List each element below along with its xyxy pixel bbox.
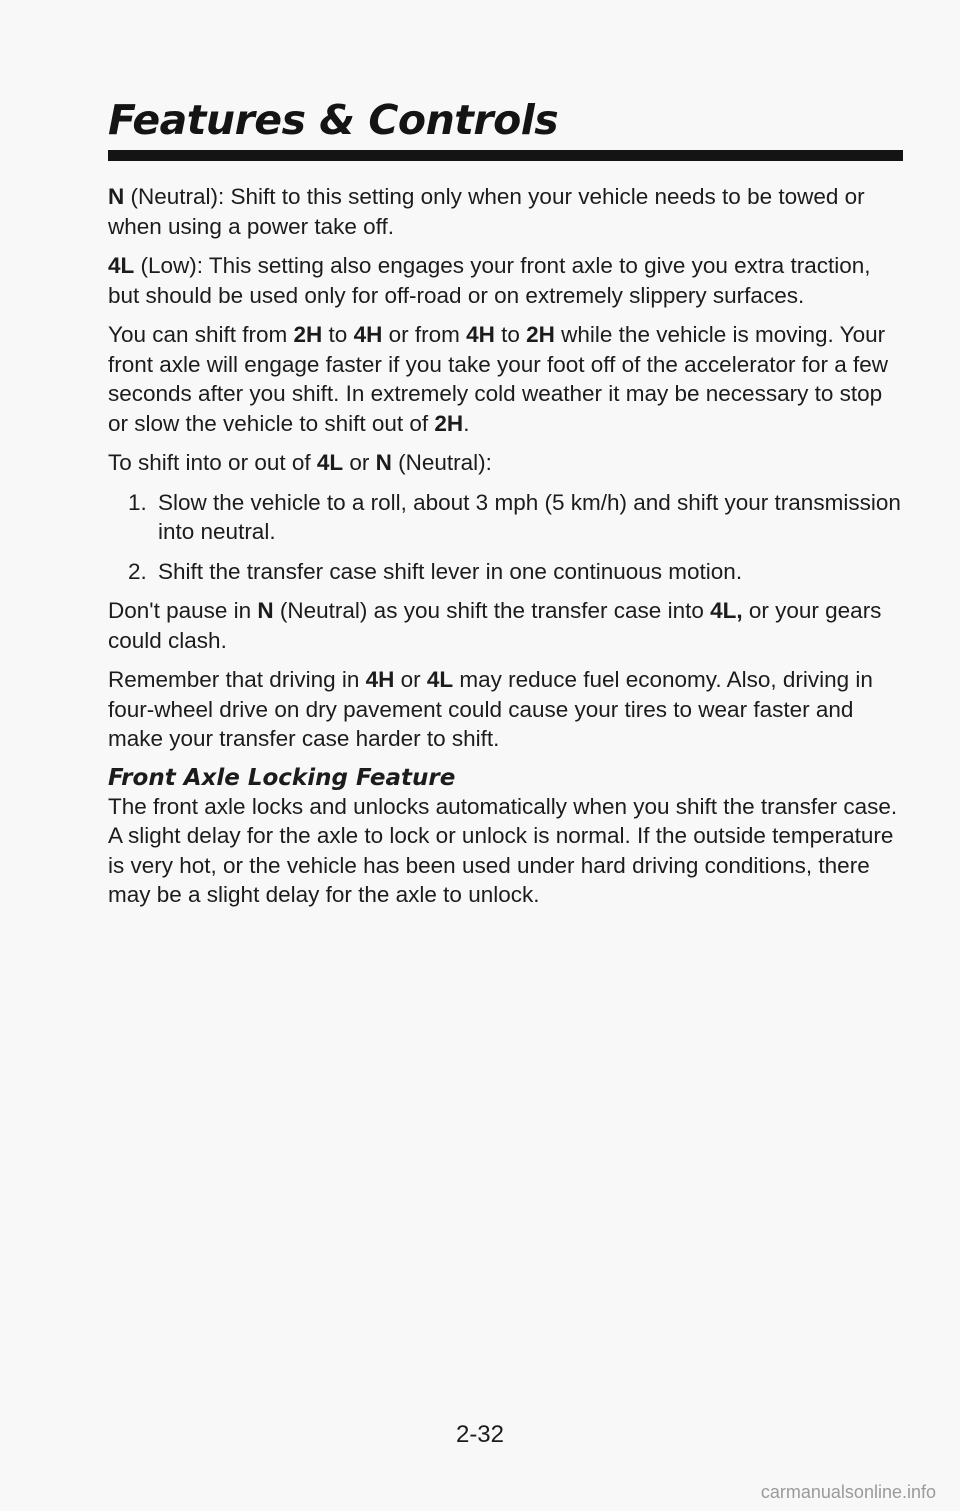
list-item (108, 557, 903, 587)
bold-term: N (257, 598, 274, 623)
bold-term: 2H (434, 410, 464, 436)
bold-term: 2H (526, 322, 555, 347)
step-number: 2. (128, 558, 147, 584)
text-segment: (Neutral) as you shift the transfer case into (273, 598, 711, 623)
text-segment: while the vehicle is moving. Your front axle will engage faster if you take your foot off of the accelerator for a few seconds after you shift. In extremely cold weather it may be necessary to stop or slow the vehicle to shift out of (108, 322, 889, 436)
neutral-paragraph (108, 182, 903, 241)
text-segment: To shift into or out of (108, 450, 317, 475)
text-segment: to (494, 322, 527, 347)
bold-term: 4L (316, 450, 344, 475)
section-heading: Front Axle Locking Feature (108, 764, 456, 791)
remember-paragraph (108, 665, 903, 754)
watermark-text: carmanualsonline.info (760, 1482, 936, 1502)
bold-term: N (375, 450, 392, 475)
page-content (108, 182, 903, 920)
neutral-term: N (108, 184, 125, 209)
step-text: Slow the vehicle to a roll, about 3 mph (5 km/h) and shift your transmission into neutral. (158, 489, 901, 544)
page-title: Features & Controls (108, 96, 559, 144)
page-number: 2-32 (455, 1421, 505, 1448)
moving-shift-paragraph (108, 320, 903, 438)
text-segment: may reduce fuel economy. Also, driving in four-wheel drive on dry pavement could cause your tires to wear faster and make your transfer case harder to shift. (108, 667, 873, 751)
bold-term: 4H (353, 322, 383, 347)
text-segment: or your gears could clash. (108, 598, 882, 653)
step-text: Shift the transfer case shift lever in one continuous motion. (158, 558, 743, 584)
neutral-text: (Neutral): Shift to this setting only when your vehicle needs to be towed or when using a power take off. (108, 184, 865, 239)
low-paragraph (108, 251, 903, 310)
text-segment: (Neutral): (391, 450, 492, 475)
low-term: 4L (108, 253, 135, 278)
low-text: (Low): This setting also engages your front axle to give you extra traction, but should be used only for off-road or on extremely slippery surfaces. (108, 253, 871, 308)
text-segment: or (343, 450, 376, 475)
text-segment: . (463, 410, 470, 436)
dont-pause-paragraph (108, 596, 903, 655)
steps-list (108, 488, 903, 587)
bold-term: 4L (426, 667, 454, 692)
bold-term: 2H (293, 322, 323, 347)
header-rule (108, 150, 903, 161)
bold-term: 4H (466, 322, 495, 347)
text-segment: to (322, 322, 354, 347)
text-segment: Remember that driving in (108, 667, 366, 692)
bold-term: 4L, (710, 598, 743, 623)
step-number: 1. (128, 489, 147, 515)
text-segment: You can shift from (108, 322, 294, 347)
list-item (108, 488, 903, 547)
text-segment: Don't pause in (108, 598, 258, 623)
text-segment: or from (382, 322, 467, 347)
bold-term: 4H (365, 667, 395, 692)
section-body: The front axle locks and unlocks automatically when you shift the transfer case. A slight delay for the axle to lock or unlock is normal. If the outside temperature is very hot, or the vehicle has been used under hard driving conditions, there may be a slight delay for the axle to unlock. (108, 793, 898, 907)
text-segment: or (394, 667, 427, 692)
shift-intro-paragraph (108, 448, 903, 478)
